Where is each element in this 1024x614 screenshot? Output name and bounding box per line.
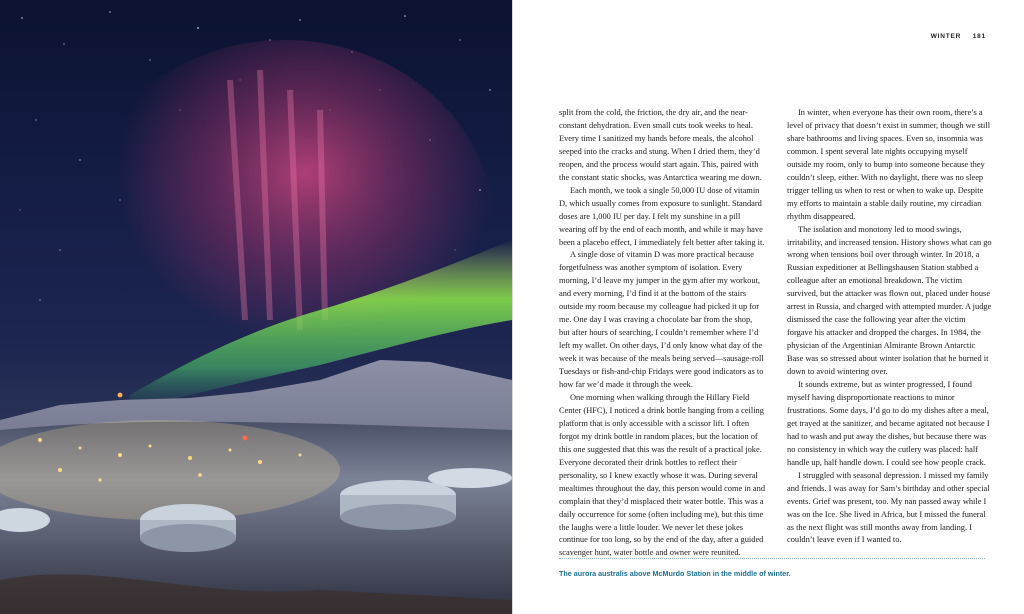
- paragraph: In winter, when everyone has their own room, there’s a level of privacy that doesn’t exist in summer, though we still share bathrooms and living spaces. Even so, insomnia was common. I spent several late nights occupying myself outside my room, only to bump into someone because they couldn’t sleep, either. With no daylight, there was no sleep trigger telling us when to rest or when to wake up. Despite my efforts to maintain a stable daily routine, my circadian rhythm disappeared.: [787, 108, 991, 221]
- page-number: 181: [972, 33, 986, 40]
- paragraph: It sounds extreme, but as winter progressed, I found myself having disproportionate reactions to minor frustrations. Some days, I’d go to do my dishes after a meal, get trayed at the sanitizer, and became agitated not because I had to wash and put away the dishes, but because there was no consistency in which way the cutlery was placed: half handle up, half handle down. I could see how people crack.: [787, 380, 990, 467]
- left-text-column: [559, 107, 765, 560]
- caption-divider: [559, 558, 985, 559]
- photo-caption: The aurora australis above McMurdo Station in the middle of winter.: [559, 569, 791, 578]
- text-page: [512, 0, 1024, 614]
- paragraph: One morning when walking through the Hillary Field Center (HFC), I noticed a drink bottle hanging from a ceiling platform that is only accessible with a scissor lift. I often forgot my drink bottle in random places, but the location of this one suggested that this was the result of a practical joke. Everyone decorated their drink bottles to reflect their personality, so I knew exactly whose it was. During several mealtimes throughout the day, this person would come in and complain that they’d misplaced their water bottle. This was a daily occurrence for some (often including me), but this time the laughs were a little louder. We never let these jokes continue for too long, so by the end of the day, after a guided scavenger hunt, water bottle and owner were reunited.: [559, 392, 766, 558]
- running-head: [931, 33, 986, 40]
- paragraph: split from the cold, the friction, the dry air, and the near-constant dehydration. Even small cuts took weeks to heal. Every time I sanitized my hands before meals, the alcohol seeped into the cracks and stung. When I dried them, they’d reopen, and the process would start again. This, paired with the constant static shocks, was Antarctica wearing me down.: [559, 108, 762, 182]
- paragraph: A single dose of vitamin D was more practical because forgetfulness was another symptom of isolation. Every morning, I’d leave my jumper in the gym after my workout, and every morning, I’d find it at the bottom of the stairs outside my room because my colleague had picked it up for me. One day I was craving a chocolate bar from the shop, but after hours of searching, I couldn’t remember where I’d left my wallet. On other days, I’d only know what day of the week it was because of the meals being served—sausage-roll Tuesdays or fish-and-chip Fridays were good indicators as to how far we’d made it through the week.: [559, 250, 764, 390]
- right-text-column: [787, 107, 993, 547]
- paragraph: The isolation and monotony led to mood swings, irritability, and increased tension. History shows what can go wrong when tensions boil over through winter. In 2018, a Russian expeditioner at Bellingshausen Station stabbed a colleague after an emotional breakdown. The victim survived, but the attacker was flown out, placed under house arrest in Russia, and charged with attempted murder. A judge dismissed the case the following year after the victim forgave his attacker and dropped the charges. In 1984, the physician of the Argentinian Almirante Brown Antarctic Base was so stressed about winter isolation that he burned it down to avoid wintering over.: [787, 224, 992, 377]
- paragraph: I struggled with seasonal depression. I missed my family and friends. I was away for Sam’s birthday and other special events. Grief was present, too. My nan passed away while I was on the Ice. She lived in Africa, but I missed the funeral as the next flight was still months away from landing. I couldn’t leave even if I wanted to.: [787, 470, 990, 545]
- paragraph: Each month, we took a single 50,000 IU dose of vitamin D, which usually comes from exposure to sunlight. Standard doses are 1,000 IU per day. I felt my sunshine in a pill wearing off by the end of each month, and while it may have been a placebo effect, I immediately felt better after taking it.: [559, 185, 765, 247]
- section-name: WINTER: [930, 33, 962, 40]
